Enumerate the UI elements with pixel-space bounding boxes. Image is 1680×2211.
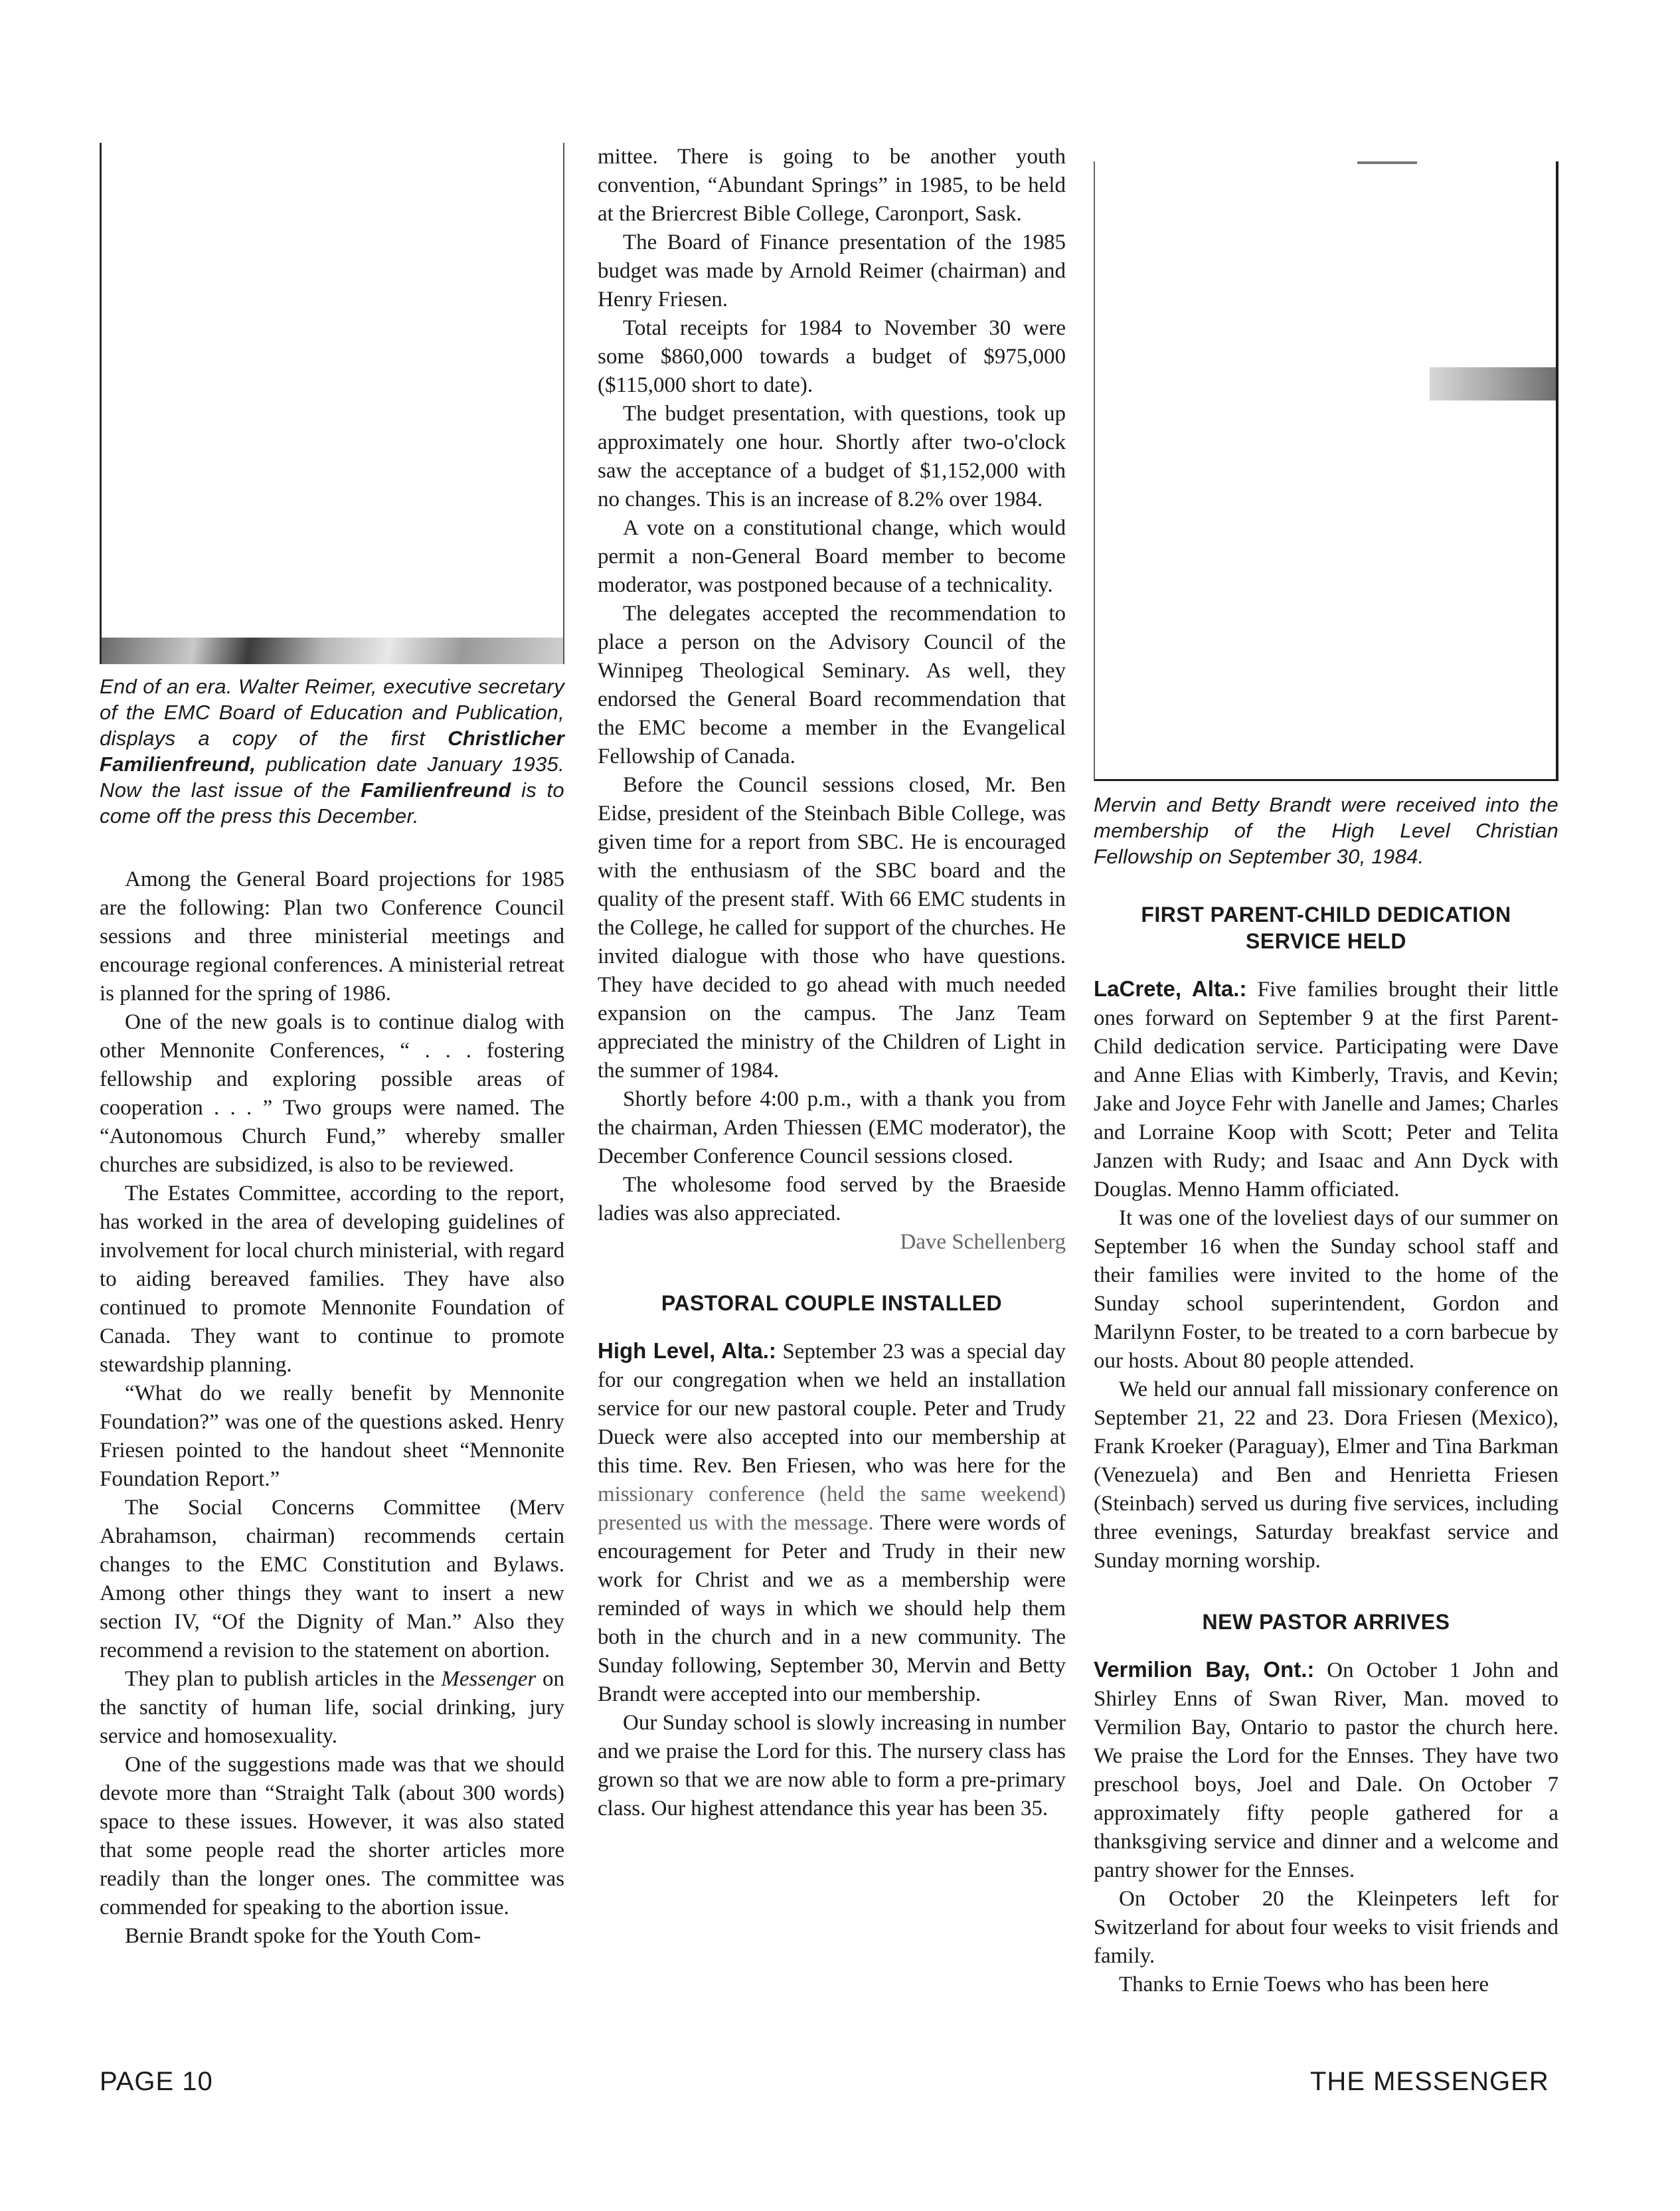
paragraph: “What do we really benefit by Mennonite Foundation?” was one of the questions asked. Henry Friesen pointed to the handout sheet “Mennonite Foundation Report.” (100, 1381, 564, 1491)
location-lead: High Level, Alta.: (598, 1338, 776, 1363)
section-heading-pastoral-couple: PASTORAL COUPLE INSTALLED (661, 1291, 1003, 1315)
column-middle (598, 143, 1066, 1823)
caption-text: is to come off the press this December. (100, 778, 564, 828)
paragraph: mittee. There is going to be another youth convention, “Abundant Springs” in 1985, to be held at the Briercrest Bible College, Caronport, Sask. (598, 145, 1066, 226)
paragraph: Our Sunday school is slowly increasing in number and we praise the Lord for this. The nursery class has grown so that we are now able to form a pre-primary class. Our highest attendance this year has been 35. (598, 1711, 1066, 1820)
paragraph: Bernie Brandt spoke for the Youth Com- (125, 1924, 481, 1948)
photo-walter-reimer (100, 143, 564, 664)
section-heading-new-pastor: NEW PASTOR ARRIVES (1202, 1610, 1450, 1634)
paragraph: We held our annual fall missionary conference on September 21, 22 and 23. Dora Friesen (Mexico), Frank Kroeker (Paraguay), Elmer and Tina Barkman (Venezuela) and Ben and Henrietta Friesen (Steinbach) served us during five services, including three evenings, Saturday breakfast service and Sunday morning worship. (1094, 1377, 1558, 1573)
paragraph-text: September 23 was a special day for our congregation when we held an installation service for our new pastoral couple. Peter and Trudy Dueck were also accepted into our membership at this time. Rev. Ben Friesen, who was here for the (598, 1340, 1066, 1478)
photo-edge (102, 638, 563, 664)
caption-text: End of an era. Walter Reimer, executive secretary of the EMC Board of Education and Publication, displays a copy of the first (100, 675, 564, 750)
publication-title: THE MESSENGER (1310, 2067, 1549, 2096)
paragraph: One of the new goals is to continue dialog with other Mennonite Conferences, “ . . . fostering fellowship and exploring possible areas of cooperation . . . ” Two groups were named. The “Autonomous Church Fund,” whereby smaller churches are subsidized, is also to be reviewed. (100, 1010, 564, 1177)
page-number: PAGE 10 (100, 2067, 213, 2096)
paragraph: Total receipts for 1984 to November 30 were some $860,000 towards a budget of $975,000 ($115,000 short to date). (598, 316, 1066, 397)
article-body-left (100, 865, 564, 1951)
publication-name: Messenger (441, 1667, 537, 1691)
paragraph: On October 20 the Kleinpeters left for Switzerland for about four weeks to visit friends and family. (1094, 1887, 1558, 1968)
paragraph: It was one of the loveliest days of our summer on September 16 when the Sunday school staff and their families were invited to the home of the Sunday school superintendent, Gordon and Marilynn Foster, to be treated to a corn barbecue by our hosts. About 80 people attended. (1094, 1206, 1558, 1373)
photo-caption-right: Mervin and Betty Brandt were received into the membership of the High Level Christian Fellowship on September 30, 1984. (1094, 793, 1558, 868)
article-body-dedication (1094, 974, 1558, 1575)
paragraph-text: missionary conference (held the same weekend) presented us with the message. (598, 1482, 1066, 1535)
paragraph: The Board of Finance presentation of the 1985 budget was made by Arnold Reimer (chairman) and Henry Friesen. (598, 230, 1066, 311)
location-lead: Vermilion Bay, Ont.: (1094, 1657, 1315, 1682)
paragraph: The delegates accepted the recommendation to place a person on the Advisory Council of the Winnipeg Theological Seminary. As well, they endorsed the General Board recommendation that the EMC become a member in the Evangelical Fellowship of Canada. (598, 602, 1066, 768)
photo-edge (1357, 161, 1417, 164)
paragraph (1094, 974, 1558, 1204)
caption-text: publication date January 1935. Now the last issue of the (100, 752, 564, 802)
article-body-new-pastor (1094, 1655, 1558, 1999)
column-left (100, 143, 564, 1951)
section-heading-dedication: FIRST PARENT-CHILD DEDICATION SERVICE HELD (1141, 903, 1511, 953)
paragraph: Before the Council sessions closed, Mr. Ben Eidse, president of the Steinbach Bible College, was given time for a report from SBC. He is encouraged with the enthusiasm of the SBC board and the quality of the present staff. With 66 EMC students in the College, he called for support of the churches. He invited dialogue with those who have questions. They have decided to go ahead with much needed expansion on the campus. The Janz Team appreciated the ministry of the Children of Light in the summer of 1984. (598, 773, 1066, 1083)
paragraph: One of the suggestions made was that we should devote more than “Straight Talk (about 300 words) space to these issues. However, it was also stated that some people read the shorter articles more readily than the longer ones. The committee was commended for speaking to the abortion issue. (100, 1753, 564, 1919)
article-body-middle (598, 143, 1066, 1257)
paragraph (598, 1336, 1066, 1709)
paragraph (1094, 1655, 1558, 1885)
photo-caption-left (100, 673, 564, 829)
paragraph-text: On October 1 John and Shirley Enns of Swan River, Man. moved to Vermilion Bay, Ontario to pastor the church here. We praise the Lord for the Ennses. They have two preschool boys, Joel and Dale. On October 7 approximately fifty people gathered for a thanksgiving service and dinner and a welcome and pantry shower for the Ennses. (1094, 1658, 1558, 1882)
paragraph: The wholesome food served by the Braeside ladies was also appreciated. (598, 1173, 1066, 1225)
author-signature: Dave Schellenberg (900, 1230, 1066, 1254)
article-body-pastoral (598, 1336, 1066, 1823)
paragraph: Thanks to Ernie Toews who has been here (1119, 1973, 1489, 1996)
caption-publication-title: Christlicher Familienfreund, (100, 727, 564, 776)
paragraph-text: on the sanctity of human life, social drinking, jury service and homosexuality. (100, 1667, 565, 1748)
paragraph-text: Five families brought their little ones forward on September 9 at the first Parent-Child dedication service. Participating were Dave and Anne Elias with Kimberly, Travis, and Kevin; Jake and Joyce Fehr with Janelle and James; Charles and Lorraine Koop with Scott; Peter and Telita Janzen with Rudy; and Isaac and Ann Dyck with Douglas. Menno Hamm officiated. (1094, 978, 1558, 1201)
paragraph: The Estates Committee, according to the report, has worked in the area of developing guidelines of involvement for local church ministerial, with regard to aiding bereaved families. They have also continued to promote Mennonite Foundation of Canada. They want to continue to promote stewardship planning. (100, 1182, 564, 1377)
paragraph: The budget presentation, with questions, took up approximately one hour. Shortly after two-o'clock saw the acceptance of a budget of $1,152,000 with no changes. This is an increase of 8.2% over 1984. (598, 402, 1066, 511)
photo-edge (1430, 367, 1556, 400)
paragraph-text: They plan to publish articles in the (125, 1667, 442, 1691)
caption-publication-title: Familienfreund (361, 778, 511, 802)
paragraph-text: There were words of encouragement for Peter and Trudy in their new work for Christ and we as a membership were reminded of ways in which we should help them both in the church and in a new community. The Sunday following, September 30, Mervin and Betty Brandt were accepted into our membership. (598, 1511, 1066, 1706)
paragraph: A vote on a constitutional change, which would permit a non-General Board member to become moderator, was postponed because of a technicality. (598, 516, 1066, 597)
paragraph (100, 1665, 564, 1751)
paragraph: Shortly before 4:00 p.m., with a thank you from the chairman, Arden Thiessen (EMC moderator), the December Conference Council sessions closed. (598, 1087, 1066, 1168)
paragraph: The Social Concerns Committee (Merv Abrahamson, chairman) recommends certain changes to the EMC Constitution and Bylaws. Among other things they want to insert a new section IV, “Of the Dignity of Man.” Also they recommend a revision to the statement on abortion. (100, 1496, 564, 1662)
paragraph: Among the General Board projections for 1985 are the following: Plan two Conference Council sessions and three ministerial meetings and encourage regional conferences. A ministerial retreat is planned for the spring of 1986. (100, 867, 564, 1006)
photo-brandt-couple (1094, 161, 1558, 781)
column-right (1094, 143, 1558, 1999)
location-lead: LaCrete, Alta.: (1094, 976, 1247, 1001)
